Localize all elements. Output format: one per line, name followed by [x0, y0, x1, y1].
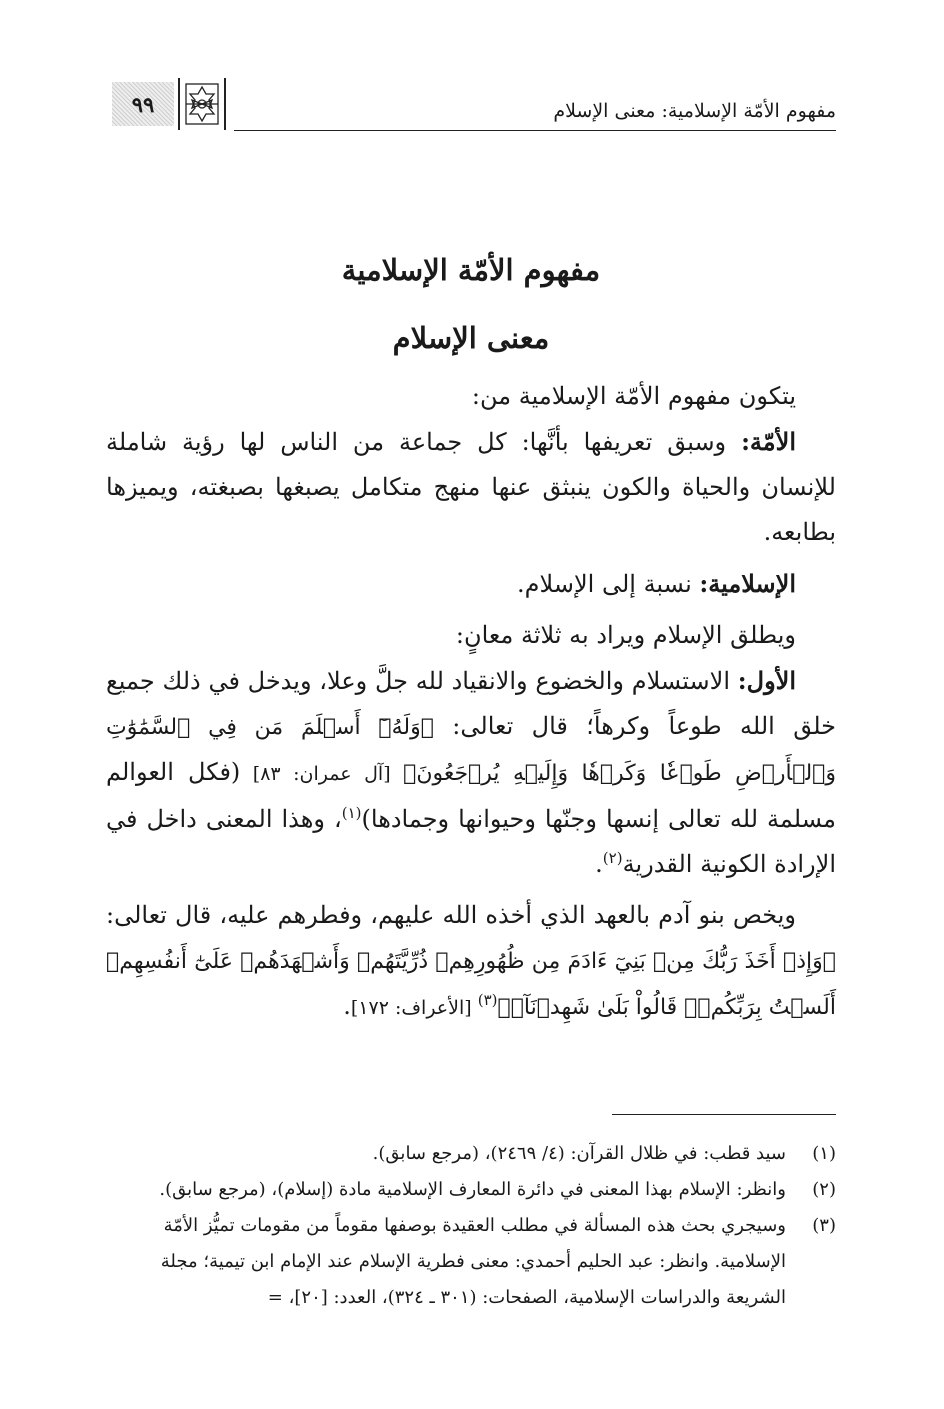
- quran-verse-al-araf: ﴿وَإِذۡ أَخَذَ رَبُّكَ مِنۢ بَنِيٓ ءَادَمَ مِن ظُهُورِهِمۡ ذُرِّيَّتَهُمۡ وَأَشۡهَدَهُمۡ عَلَىٰٓ أَنفُسِهِمۡ أَلَسۡتُ بِرَبِّكُمۡۖ قَالُواْ بَلَىٰ شَهِدۡنَآۚ﴾: [106, 949, 836, 1020]
- footnote-separator: [612, 1114, 836, 1115]
- umma-definition: وسبق تعريفها بأنَّها: كل جماعة من الناس لها رؤية شاملة للإنسان والحياة والكون ينبثق عنها منهج متكامل يصبغها بصبغته، ويميزها بطابعه.: [106, 428, 836, 546]
- term-umma: الأمّة:: [741, 427, 796, 456]
- footnote-number: (١): [812, 1143, 836, 1164]
- verse-reference: [الأعراف: ١٧٢]: [350, 997, 478, 1019]
- chapter-title: مفهوم الأمّة الإسلامية: [341, 253, 601, 287]
- running-header: [112, 78, 836, 130]
- footnotes: [106, 1136, 836, 1316]
- footnote-text: سيد قطب: في ظلال القرآن: (٤/ ٢٤٦٩)، (مرجع سابق).: [372, 1143, 786, 1164]
- quote-text: (فكل العوالم مسلمة لله تعالى إنسها وجنّها وحيوانها وجمادها): [106, 758, 836, 833]
- paragraph-first-meaning: [106, 658, 836, 887]
- footnote-number: (٣): [812, 1215, 836, 1236]
- period: .: [343, 992, 351, 1020]
- footnote-marker-1[interactable]: (١): [341, 804, 362, 822]
- paragraph-covenant: [106, 893, 836, 1031]
- term-first: الأول:: [737, 666, 797, 695]
- page-number: ٩٩: [131, 91, 155, 117]
- running-title: مفهوم الأمّة الإسلامية: معنى الإسلام: [553, 100, 836, 122]
- body-text: [106, 374, 836, 1031]
- first-meaning-text: الاستسلام والخضوع والانقياد لله جلَّ وعلا، ويدخل في ذلك جميع خلق الله طوعاً وكرهاً؛ قال تعالى:: [106, 667, 837, 740]
- verse-reference: [آل عمران: ٨٣]: [240, 763, 404, 785]
- section-title: معنى الإسلام: [392, 321, 550, 355]
- geometric-star-ornament-icon: [178, 78, 226, 130]
- page-number-box: [112, 82, 174, 126]
- header-rule: [234, 130, 836, 131]
- term-islamiyya: الإسلامية:: [699, 569, 796, 598]
- quran-verse-al-imran: ﴿وَلَهُۥٓ أَسۡلَمَ مَن فِي ٱلسَّمَٰوَٰتِ وَٱلۡأَرۡضِ طَوۡعٗا وَكَرۡهٗا وَإِلَيۡهِ يُرۡجَعُونَ﴾: [106, 715, 836, 786]
- footnote: [106, 1208, 836, 1316]
- first-meaning-continuation: ، وهذا المعنى داخل في الإرادة الكونية القدرية: [106, 805, 836, 878]
- footnote: [106, 1136, 836, 1172]
- paragraph-three-meanings: ويطلق الإسلام ويراد به ثلاثة معانٍ:: [455, 621, 796, 649]
- islamiyya-definition: نسبة إلى الإسلام.: [517, 570, 700, 598]
- footnote-marker-2[interactable]: (٢): [602, 849, 623, 867]
- period: .: [595, 850, 603, 878]
- footnote-number: (٢): [812, 1179, 836, 1200]
- paragraph-islamiyya: [106, 561, 836, 607]
- main-content: [106, 250, 836, 1031]
- covenant-text: ويخص بنو آدم بالعهد الذي أخذه الله عليهم، وفطرهم عليه، قال تعالى:: [106, 901, 796, 929]
- footnote: [106, 1172, 836, 1208]
- intro-paragraph: يتكون مفهوم الأمّة الإسلامية من:: [471, 382, 796, 410]
- footnote-text: وانظر: الإسلام بهذا المعنى في دائرة المعارف الإسلامية مادة (إسلام)، (مرجع سابق).: [159, 1179, 786, 1200]
- footnote-text: وسيجري بحث هذه المسألة في مطلب العقيدة بوصفها مقوماً من مقومات تميُّز الأمّة الإسلامية. وانظر: عبد الحليم أحمدي: معنى فطرية الإسلام عند الإمام ابن تيمية؛ مجلة الشريعة والدراسات الإسلامية، الصفحات: (٣٠١ ـ ٣٢٤)، العدد: [٢٠]، =: [160, 1215, 786, 1308]
- footnote-marker-3[interactable]: (٣): [477, 991, 498, 1009]
- paragraph-umma: [106, 419, 836, 555]
